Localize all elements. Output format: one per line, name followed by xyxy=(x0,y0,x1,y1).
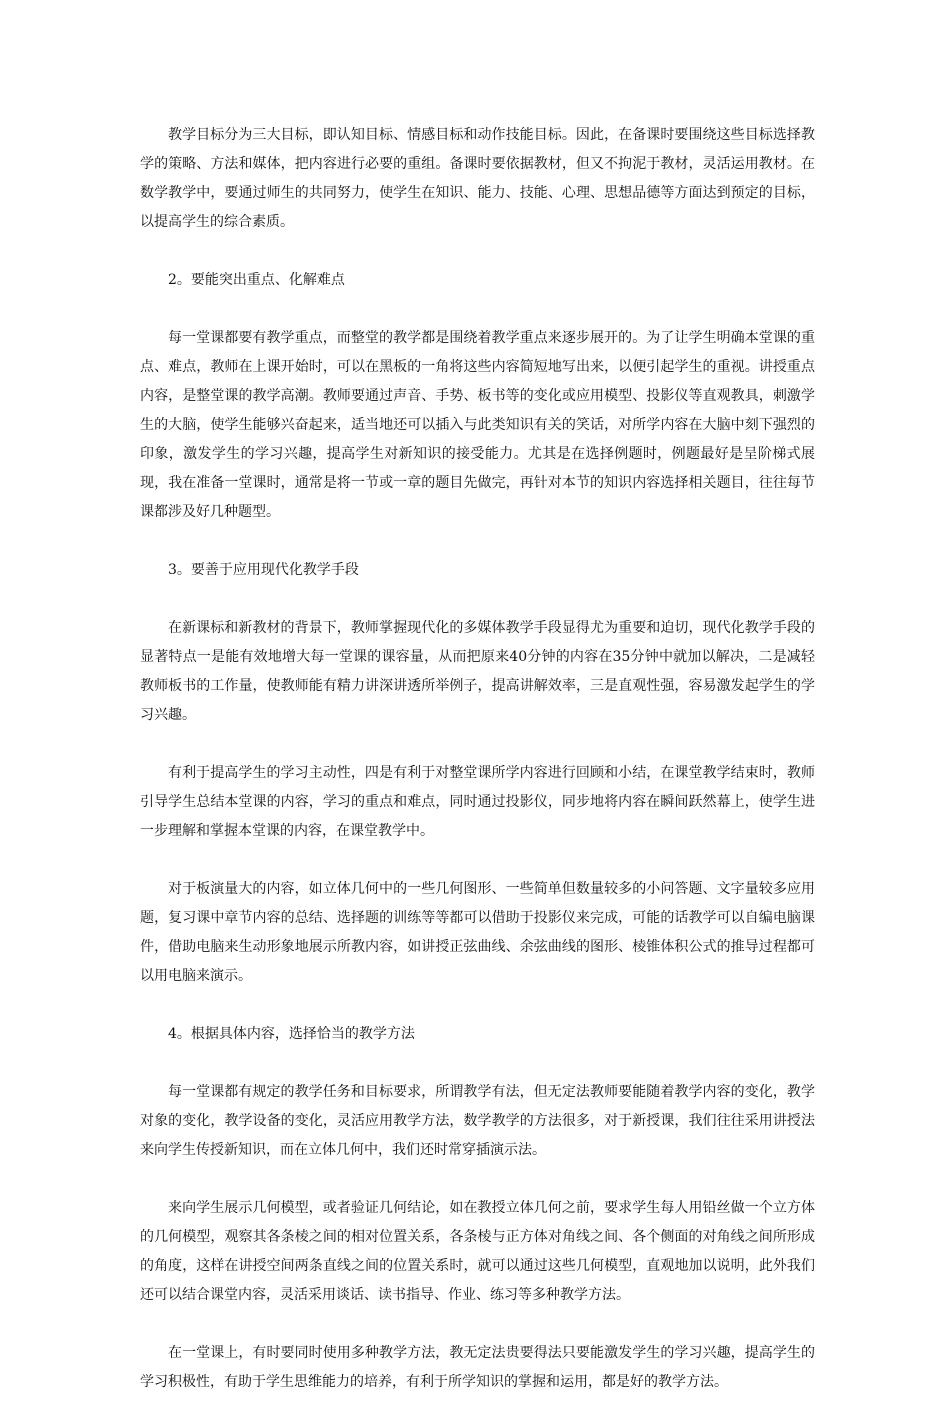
paragraph-key-points: 每一堂课都要有教学重点，而整堂的教学都是围绕着教学重点来逐步展开的。为了让学生明确本堂课的重点、难点，教师在上课开始时，可以在黑板的一角将这些内容简短地写出来，以便引起学生的重视。讲授重点内容，是整堂课的教学高潮。教师要通过声音、手势、板书等的变化或应用模型、投影仪等直观教具，刺激学生的大脑，使学生能够兴奋起来，适当地还可以插入与此类知识有关的笑话，对所学内容在大脑中刻下强烈的印象，激发学生的学习兴趣，提高学生对新知识的接受能力。尤其是在选择例题时，例题最好是呈阶梯式展现，我在准备一堂课时，通常是将一节或一章的题目先做完，再针对本节的知识内容选择相关题目，往往每节课都涉及好几种题型。 xyxy=(140,330,815,520)
paragraph-geometry-models: 来向学生展示几何模型，或者验证几何结论，如在教授立体几何之前，要求学生每人用铅丝做一个立方体的几何模型，观察其各条棱之间的相对位置关系，各条棱与正方体对角线之间、各个侧面的对角线之间所形成的角度，这样在讲授空间两条直线之间的位置关系时，就可以通过这些几何模型，直观地加以说明，此外我们还可以结合课堂内容，灵活采用谈话、读书指导、作业、练习等多种教学方法。 xyxy=(140,1200,815,1303)
paragraph-conclusion: 在一堂课上，有时要同时使用多种教学方法，教无定法贵要得法只要能激发学生的学习兴趣，提高学生的学习积极性，有助于学生思维能力的培养，有利于所学知识的掌握和运用，都是好的教学方法。 xyxy=(140,1345,815,1390)
paragraph-projector: 对于板演量大的内容，如立体几何中的一些几何图形、一些简单但数量较多的小问答题、文字量较多应用题，复习课中章节内容的总结、选择题的训练等等都可以借助于投影仪来完成，可能的话教学可以自编电脑课件，借助电脑来生动形象地展示所教内容，如讲授正弦曲线、余弦曲线的图形、棱锥体积公式的推导过程都可以用电脑来演示。 xyxy=(140,881,815,984)
paragraph-initiative: 有利于提高学生的学习主动性，四是有利于对整堂课所学内容进行回顾和小结，在课堂教学结束时，教师引导学生总结本堂课的内容，学习的重点和难点，同时通过投影仪，同步地将内容在瞬间跃然幕上，使学生进一步理解和掌握本堂课的内容，在课堂教学中。 xyxy=(140,765,815,839)
paragraph-teaching-goals: 教学目标分为三大目标，即认知目标、情感目标和动作技能目标。因此，在备课时要围绕这些目标选择教学的策略、方法和媒体，把内容进行必要的重组。备课时要依据教材，但又不拘泥于教材，灵活运用教材。在数学教学中，要通过师生的共同努力，使学生在知识、能力、技能、心理、思想品德等方面达到预定的目标，以提高学生的综合素质。 xyxy=(140,127,815,230)
document-body xyxy=(140,121,815,1426)
heading-section-4: 4。根据具体内容，选择恰当的教学方法 xyxy=(168,1026,415,1042)
paragraph-methods: 每一堂课都有规定的教学任务和目标要求，所谓教学有法，但无定法教师要能随着教学内容的变化，教学对象的变化，教学设备的变化，灵活应用教学方法，数学教学的方法很多，对于新授课，我们往往采用讲授法来向学生传授新知识，而在立体几何中，我们还时常穿插演示法。 xyxy=(140,1084,815,1158)
heading-section-2: 2。要能突出重点、化解难点 xyxy=(168,272,345,288)
heading-section-3: 3。要善于应用现代化教学手段 xyxy=(168,562,359,578)
paragraph-modern-means: 在新课标和新教材的背景下，教师掌握现代化的多媒体教学手段显得尤为重要和迫切，现代化教学手段的显著特点一是能有效地增大每一堂课的课容量，从而把原来40分钟的内容在35分钟中就加以解决，二是减轻教师板书的工作量，使教师能有精力讲深讲透所举例子，提高讲解效率，三是直观性强，容易激发起学生的学习兴趣。 xyxy=(140,620,815,723)
